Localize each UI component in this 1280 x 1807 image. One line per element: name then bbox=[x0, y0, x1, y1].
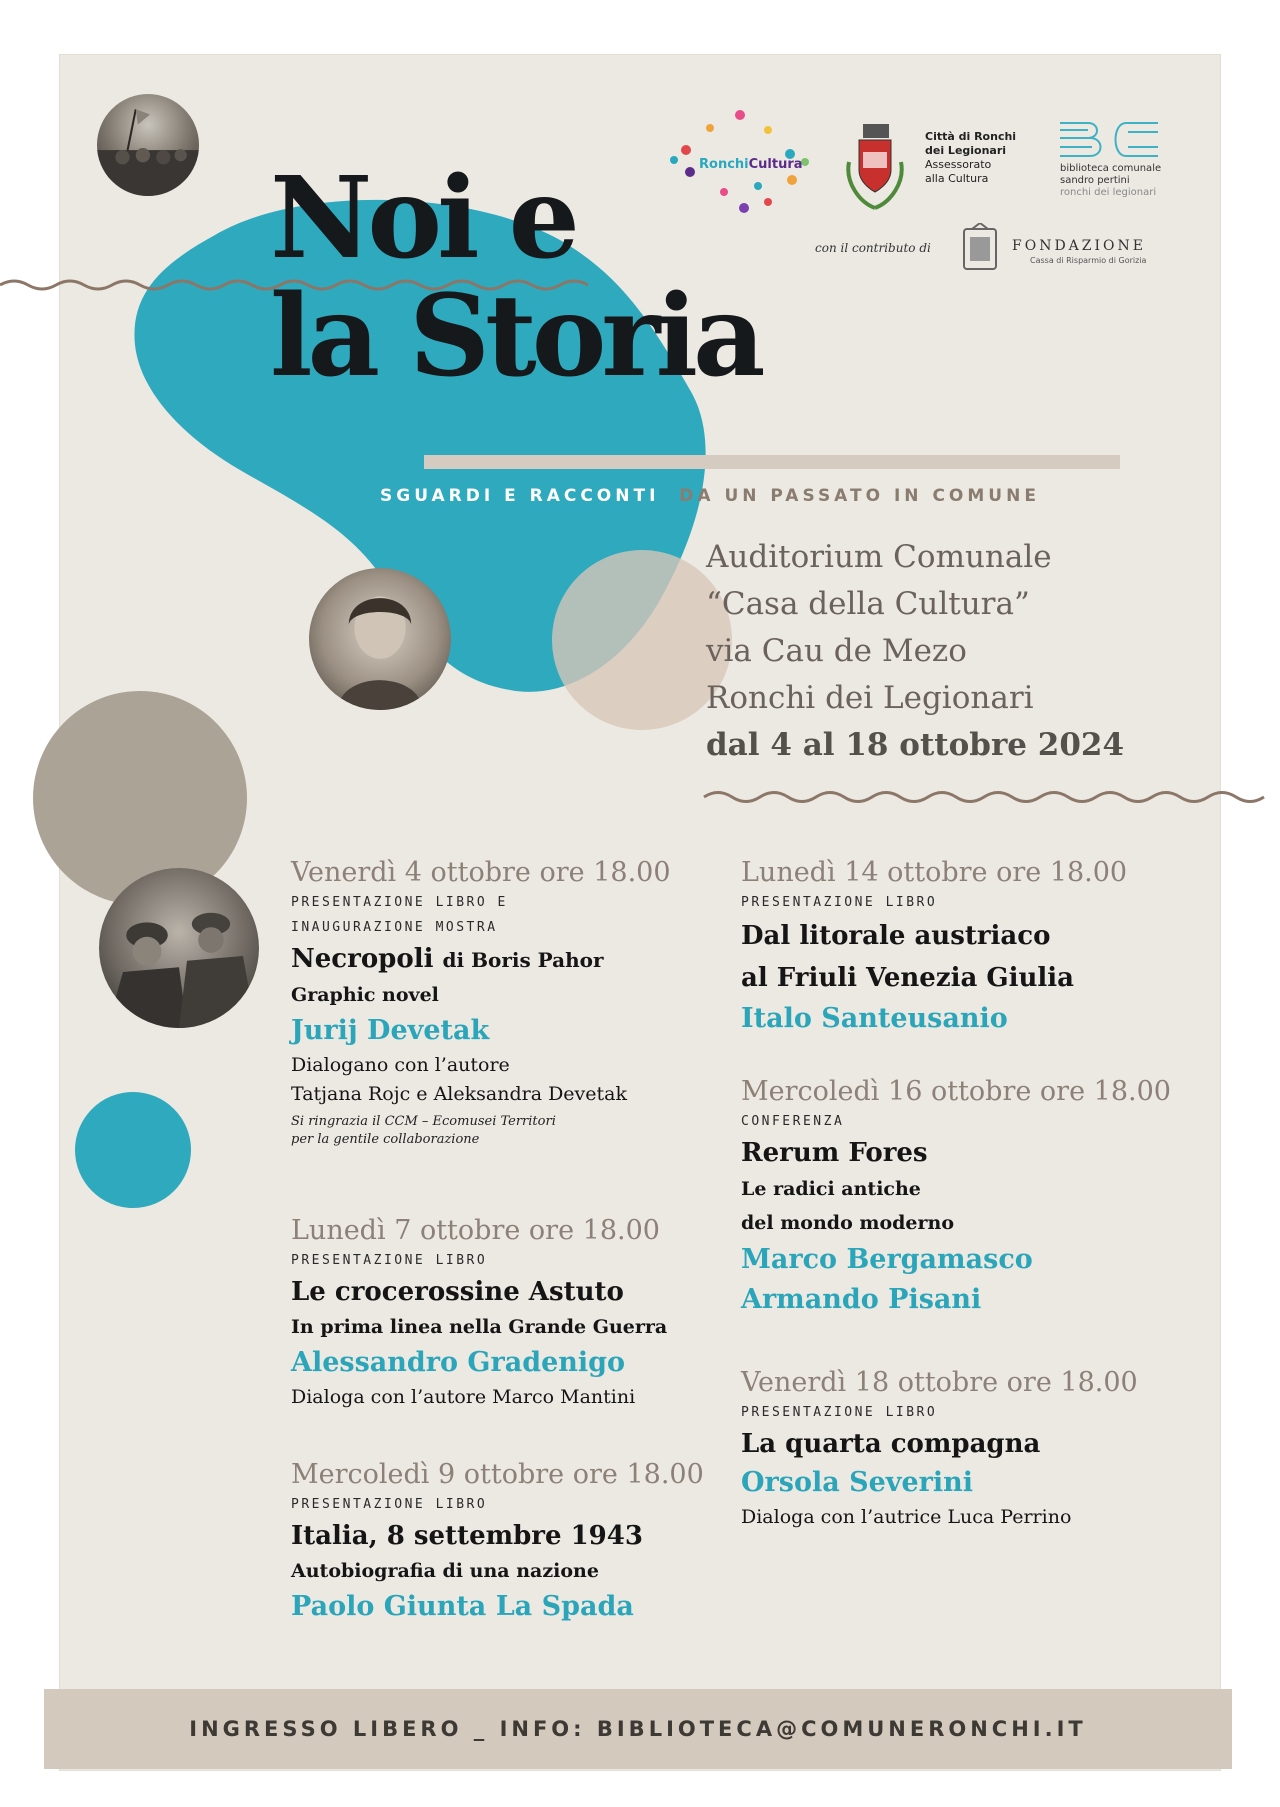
venue-line-4: Ronchi dei Legionari bbox=[706, 680, 1034, 716]
teal-circle bbox=[75, 1092, 191, 1208]
subtitle-part-2: DA UN PASSATO IN COMUNE bbox=[679, 486, 1040, 506]
beige-circle bbox=[552, 550, 732, 730]
book-title: Italia, 8 settembre 1943 bbox=[291, 1521, 643, 1551]
event-author: Jurij Devetak bbox=[291, 1015, 490, 1046]
taupe-circle bbox=[33, 691, 247, 905]
event-dates: dal 4 al 18 ottobre 2024 bbox=[706, 727, 1125, 763]
book-subtitle: Le radici antiche bbox=[741, 1178, 921, 1200]
event-author: Alessandro Gradenigo bbox=[291, 1347, 626, 1378]
event-author: Italo Santeusanio bbox=[741, 1003, 1008, 1034]
comune-logo-text: Città di Ronchi dei Legionari Assessorato alla Cultura bbox=[925, 130, 1017, 185]
event-date: Mercoledì 9 ottobre ore 18.00 bbox=[291, 1459, 704, 1490]
event-type: PRESENTAZIONE LIBRO bbox=[291, 1497, 488, 1512]
event-type: PRESENTAZIONE LIBRO bbox=[741, 895, 938, 910]
book-subtitle: In prima linea nella Grande Guerra bbox=[291, 1316, 668, 1338]
book-title: Rerum Fores bbox=[741, 1138, 928, 1168]
event-author: Orsola Severini bbox=[741, 1467, 974, 1498]
biblioteca-logo-text: biblioteca comunale sandro pertini ronchi dei legionari bbox=[1060, 163, 1162, 198]
event-type: PRESENTAZIONE LIBRO E bbox=[291, 895, 508, 910]
event-date: Lunedì 7 ottobre ore 18.00 bbox=[291, 1215, 660, 1246]
book-subtitle: Graphic novel bbox=[291, 984, 439, 1006]
subtitle bbox=[380, 486, 1040, 506]
book-title: Dal litorale austriaco bbox=[741, 921, 1051, 951]
fondazione-emblem-icon bbox=[958, 223, 1002, 273]
event-date: Venerdì 4 ottobre ore 18.00 bbox=[291, 857, 671, 888]
event-note: Tatjana Rojc e Aleksandra Devetak bbox=[291, 1083, 627, 1105]
title-line-1: Noi e bbox=[270, 153, 575, 284]
event-type: CONFERENZA bbox=[741, 1114, 845, 1129]
event-6 bbox=[741, 1366, 1138, 1532]
event-author: Armando Pisani bbox=[741, 1284, 982, 1315]
book-subtitle: del mondo moderno bbox=[741, 1212, 955, 1234]
book-title: Le crocerossine Astuto bbox=[291, 1277, 624, 1307]
event-2 bbox=[291, 1214, 667, 1412]
event-note: Dialoga con l’autore Marco Mantini bbox=[291, 1386, 636, 1408]
photo-soldiers bbox=[99, 868, 259, 1028]
comune-coat-of-arms-icon bbox=[845, 122, 905, 214]
fondazione-logo: FONDAZIONE bbox=[1012, 238, 1146, 254]
photo-crowd-flags bbox=[97, 94, 199, 196]
event-4 bbox=[741, 856, 1127, 1039]
wave-line-middle bbox=[704, 793, 1264, 802]
event-type: INAUGURAZIONE MOSTRA bbox=[291, 920, 498, 935]
event-date: Mercoledì 16 ottobre ore 18.00 bbox=[741, 1076, 1171, 1107]
event-3 bbox=[291, 1458, 704, 1627]
venue-block bbox=[706, 534, 1124, 769]
venue-line-1: Auditorium Comunale bbox=[706, 539, 1052, 575]
title-line-2: la Storia bbox=[270, 271, 761, 402]
contribution-label: con il contributo di bbox=[815, 241, 931, 255]
subtitle-part-1: SGUARDI E RACCONTI bbox=[380, 486, 660, 506]
photo-woman-portrait bbox=[309, 568, 451, 710]
fondazione-subtitle: Cassa di Risparmio di Gorizia bbox=[1030, 256, 1147, 265]
footer-info-bar bbox=[44, 1689, 1232, 1769]
book-title: al Friuli Venezia Giulia bbox=[741, 963, 1074, 993]
event-date: Venerdì 18 ottobre ore 18.00 bbox=[741, 1367, 1138, 1398]
event-thanks: Si ringrazia il CCM – Ecomusei Territori bbox=[291, 1114, 556, 1129]
venue-line-2: “Casa della Cultura” bbox=[706, 586, 1030, 622]
event-author: Paolo Giunta La Spada bbox=[291, 1591, 634, 1622]
biblioteca-logo-icon bbox=[1058, 120, 1162, 160]
title-underline-bar bbox=[424, 455, 1120, 469]
event-type: PRESENTAZIONE LIBRO bbox=[741, 1405, 938, 1420]
event-type: PRESENTAZIONE LIBRO bbox=[291, 1253, 488, 1268]
venue-line-3: via Cau de Mezo bbox=[706, 633, 967, 669]
footer-text: INGRESSO LIBERO _ INFO: BIBLIOTECA@COMUNERONCHI.IT bbox=[189, 1717, 1087, 1741]
ronchicultura-logo: RonchiCultura bbox=[699, 157, 803, 172]
book-title: La quarta compagna bbox=[741, 1429, 1041, 1459]
event-note: Dialoga con l’autrice Luca Perrino bbox=[741, 1506, 1072, 1528]
event-1 bbox=[291, 856, 671, 1149]
event-date: Lunedì 14 ottobre ore 18.00 bbox=[741, 857, 1128, 888]
book-subtitle: Autobiografia di una nazione bbox=[291, 1560, 599, 1582]
event-5 bbox=[741, 1075, 1171, 1320]
event-thanks: per la gentile collaborazione bbox=[291, 1132, 480, 1147]
event-author: Marco Bergamasco bbox=[741, 1244, 1033, 1275]
book-title: Necropoli di Boris Pahor bbox=[291, 944, 604, 974]
event-note: Dialogano con l’autore bbox=[291, 1054, 510, 1076]
